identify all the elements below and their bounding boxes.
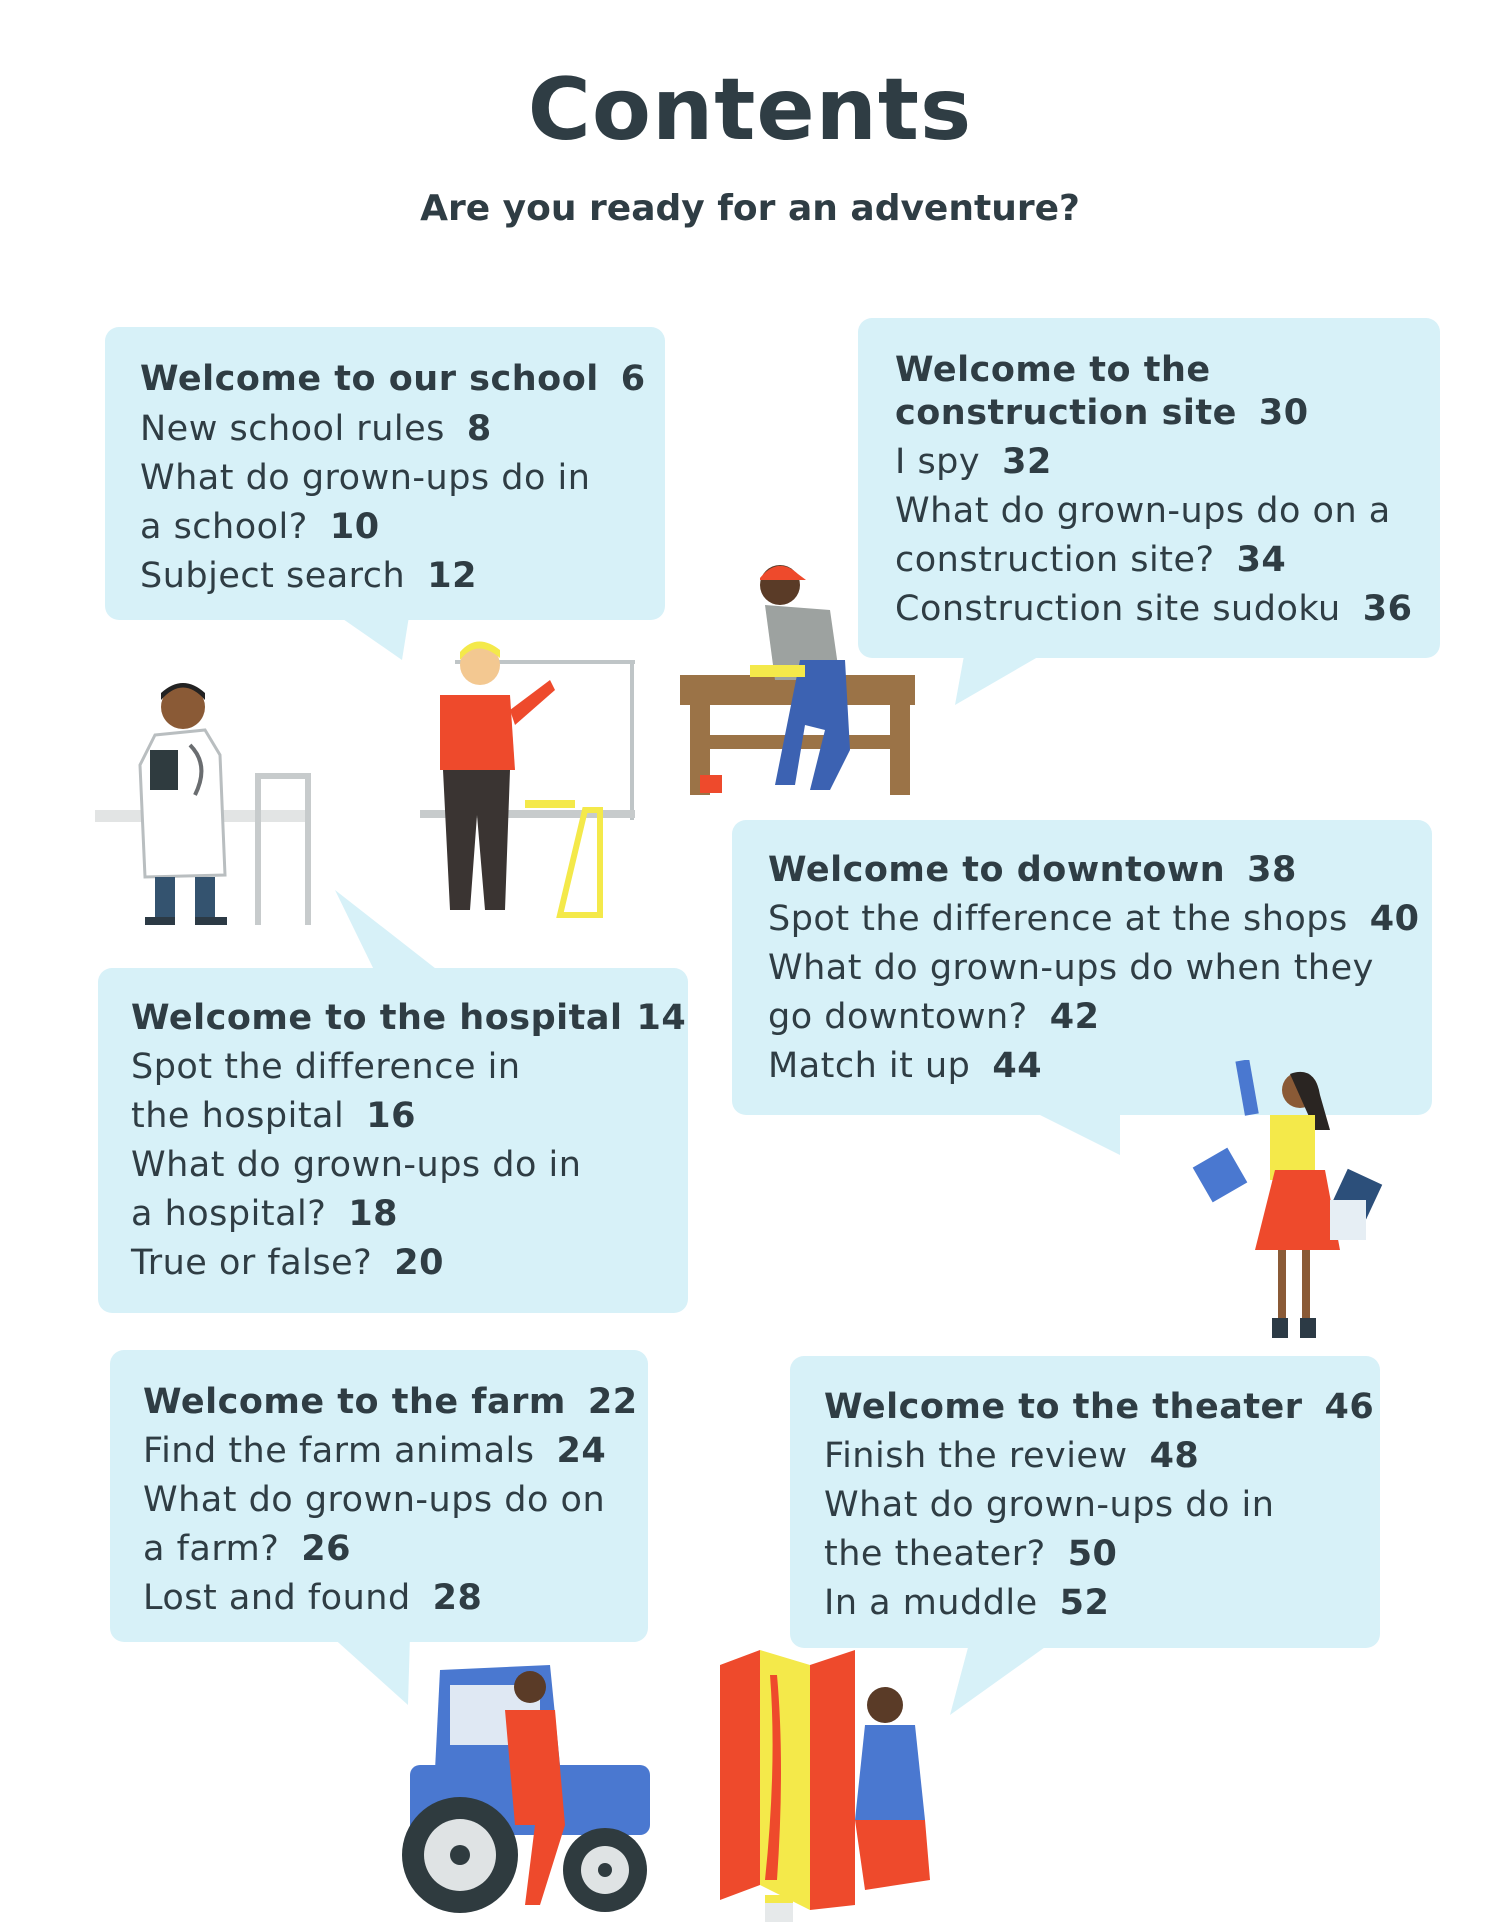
bubble-tail-theater	[950, 1640, 1060, 1720]
toc-construction-grownups-b[interactable]: construction site? 34	[895, 540, 1287, 580]
toc-downtown-heading[interactable]: Welcome to downtown 38	[768, 850, 1297, 890]
bubble-tail-downtown	[1020, 1105, 1130, 1165]
toc-downtown-grownups-b[interactable]: go downtown? 42	[768, 997, 1100, 1037]
bubble-tail-school	[330, 610, 420, 670]
toc-construction-sudoku[interactable]: Construction site sudoku 36	[895, 589, 1413, 629]
toc-school-rules[interactable]: New school rules 8	[140, 409, 492, 449]
toc-theater-grownups-a[interactable]: What do grown-ups do in	[824, 1485, 1275, 1525]
farmer-tractor-illustration	[390, 1655, 660, 1925]
toc-theater-heading[interactable]: Welcome to the theater 46	[824, 1387, 1375, 1427]
toc-construction-heading-b[interactable]: construction site 30	[895, 393, 1309, 433]
toc-farm-animals[interactable]: Find the farm animals 24	[143, 1431, 607, 1471]
teacher-illustration	[415, 640, 640, 930]
toc-construction-heading-a[interactable]: Welcome to the	[895, 350, 1211, 390]
bubble-tail-construction	[955, 650, 1055, 710]
toc-theater-grownups-b[interactable]: the theater? 50	[824, 1534, 1118, 1574]
toc-school-grownups-b[interactable]: a school? 10	[140, 507, 380, 547]
toc-school-heading[interactable]: Welcome to our school 6	[140, 359, 646, 399]
shopper-illustration	[1190, 1060, 1400, 1345]
toc-hospital-difference-b[interactable]: the hospital 16	[131, 1096, 416, 1136]
toc-downtown-grownups-a[interactable]: What do grown-ups do when they	[768, 948, 1374, 988]
toc-downtown-match[interactable]: Match it up 44	[768, 1046, 1043, 1086]
toc-farm-grownups-b[interactable]: a farm? 26	[143, 1529, 352, 1569]
page-title: Contents	[527, 60, 973, 160]
toc-theater-review[interactable]: Finish the review 48	[824, 1436, 1200, 1476]
toc-hospital-grownups-b[interactable]: a hospital? 18	[131, 1194, 399, 1234]
toc-hospital-heading[interactable]: Welcome to the hospital 14	[131, 998, 687, 1038]
toc-farm-grownups-a[interactable]: What do grown-ups do on	[143, 1480, 606, 1520]
construction-worker-illustration	[680, 550, 920, 800]
toc-farm-lost-found[interactable]: Lost and found 28	[143, 1578, 483, 1618]
toc-hospital-difference-a[interactable]: Spot the difference in	[131, 1047, 521, 1087]
toc-school-grownups-a[interactable]: What do grown-ups do in	[140, 458, 591, 498]
toc-school-subject-search[interactable]: Subject search 12	[140, 556, 477, 596]
doctor-illustration	[95, 645, 335, 930]
toc-hospital-true-false[interactable]: True or false? 20	[131, 1243, 444, 1283]
toc-hospital-grownups-a[interactable]: What do grown-ups do in	[131, 1145, 582, 1185]
toc-construction-ispy[interactable]: I spy 32	[895, 442, 1052, 482]
toc-construction-grownups-a[interactable]: What do grown-ups do on a	[895, 491, 1391, 531]
page-subtitle: Are you ready for an adventure?	[420, 188, 1080, 229]
toc-downtown-difference[interactable]: Spot the difference at the shops 40	[768, 899, 1420, 939]
toc-farm-heading[interactable]: Welcome to the farm 22	[143, 1382, 638, 1422]
painter-illustration	[715, 1645, 940, 1925]
toc-theater-muddle[interactable]: In a muddle 52	[824, 1583, 1110, 1623]
